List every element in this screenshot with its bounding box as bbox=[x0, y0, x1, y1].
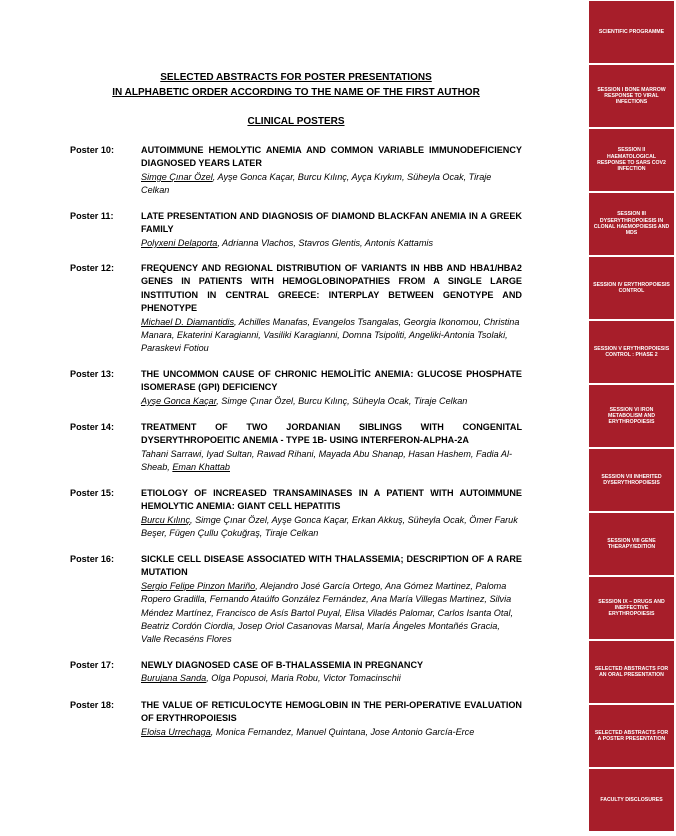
poster-authors bbox=[141, 395, 522, 408]
poster-authors bbox=[141, 448, 522, 475]
presenting-author: Eman Khattab bbox=[172, 462, 230, 473]
poster-body bbox=[141, 210, 522, 250]
poster-body bbox=[141, 421, 522, 475]
poster-authors bbox=[141, 237, 522, 250]
co-authors: , Adrianna Vlachos, Stavros Glentis, Antonis Kattamis bbox=[217, 237, 434, 248]
poster-number: Poster 15: bbox=[70, 488, 114, 498]
nav-faculty-disclosures[interactable]: FACULTY DISCLOSURES bbox=[589, 769, 674, 831]
nav-session-3[interactable]: SESSION III DYSERYTHROPOIESIS IN CLONAL HAEMOPOIESIS AND MDS bbox=[589, 193, 674, 255]
co-authors: , Simge Çınar Özel, Ayşe Gonca Kaçar, Erkan Akkuş, Süheyla Ocak, Ömer Faruk Beşer, Fügen Çullu Çokuğraş, Tiraje Celkan bbox=[141, 514, 518, 539]
poster-authors bbox=[141, 726, 522, 739]
poster-number: Poster 16: bbox=[70, 554, 114, 564]
presenting-author: Michael D. Diamantidis bbox=[141, 316, 234, 327]
poster-authors bbox=[141, 580, 522, 647]
poster-body bbox=[141, 553, 522, 647]
nav-poster-abstracts[interactable]: SELECTED ABSTRACTS FOR A POSTER PRESENTATION bbox=[589, 705, 674, 767]
nav-session-6[interactable]: SESSION VI IRON METABOLISM AND ERYTHROPOIESIS bbox=[589, 385, 674, 447]
document-heading-line2: IN ALPHABETIC ORDER ACCORDING TO THE NAME OF THE FIRST AUTHOR bbox=[112, 87, 480, 98]
presenting-author: Polyxeni Delaporta bbox=[141, 237, 218, 248]
co-authors: , Ayşe Gonca Kaçar, Burcu Kılınç, Ayça Kıykım, Süheyla Ocak, Tiraje Celkan bbox=[141, 171, 492, 196]
nav-session-4[interactable]: SESSION IV ERYTHROPOIESIS CONTROL bbox=[589, 257, 674, 319]
nav-session-5[interactable]: SESSION V ERYTHROPOIESIS CONTROL : PHASE 2 bbox=[589, 321, 674, 383]
poster-body bbox=[141, 487, 522, 541]
co-authors: , Alejandro José García Ortego, Ana Gómez Martinez, Paloma Ropero Gradilla, Fernando Ataúlfo González Fernández, Ana María Villegas Martinez, Silvia Méndez Martínez, Francisco de Asís Bartol Puyal, Elisa Viladés Palomar, Carlos Isanta Otal, Beatriz Cordón Ciordia, Josep Oriol Casanovas Marsal, María Ángeles Montañés Gracia, Valle Recaséns Flores bbox=[141, 580, 513, 645]
presenting-author: Burujana Sanda bbox=[141, 673, 207, 684]
poster-authors bbox=[141, 672, 522, 685]
co-authors: , Achilles Manafas, Evangelos Tsangalas, Georgia Ikonomou, Christina Manara, Ekaterini Karagianni, Vasiliki Karagianni, Domna Tsipoliti, Angeliki-Antonia Tsolaki, Paraskevi Fotiou bbox=[141, 316, 520, 354]
nav-scientific-programme[interactable]: SCIENTIFIC PROGRAMME bbox=[589, 1, 674, 63]
co-authors: , Monica Fernandez, Manuel Quintana, Jose Antonio García-Erce bbox=[210, 726, 475, 737]
nav-session-9[interactable]: SESSION IX – DRUGS AND INEFFECTIVE ERYTHROPOIESIS bbox=[589, 577, 674, 639]
section-navigation-sidebar bbox=[588, 0, 676, 836]
presenting-author: Sergio Felipe Pinzon Mariño bbox=[141, 580, 256, 591]
poster-body bbox=[141, 699, 522, 739]
document-heading-line1: SELECTED ABSTRACTS FOR POSTER PRESENTATIONS bbox=[160, 72, 432, 83]
co-authors: , Simge Çınar Özel, Burcu Kılınç, Süheyla Ocak, Tiraje Celkan bbox=[216, 395, 468, 406]
poster-number: Poster 14: bbox=[70, 422, 114, 432]
poster-title: TREATMENT OF TWO JORDANIAN SIBLINGS WITH CONGENITAL DYSERYTHROPOEITIC ANEMIA - TYPE 1B- USING INTERFERON-ALPHA-2A bbox=[141, 422, 522, 446]
poster-number: Poster 13: bbox=[70, 369, 114, 379]
presenting-author: Simge Çınar Özel bbox=[141, 171, 213, 182]
nav-oral-abstracts[interactable]: SELECTED ABSTRACTS FOR AN ORAL PRESENTATION bbox=[589, 641, 674, 703]
section-title: CLINICAL POSTERS bbox=[247, 116, 345, 127]
poster-body bbox=[141, 262, 522, 356]
co-authors: , Olga Popusoi, Maria Robu, Victor Tomacinschii bbox=[206, 673, 401, 684]
poster-authors bbox=[141, 514, 522, 541]
presenting-author: Ayşe Gonca Kaçar bbox=[141, 395, 217, 406]
poster-number: Poster 12: bbox=[70, 263, 114, 273]
nav-session-1[interactable]: SESSION I BONE MARROW RESPONSE TO VIRAL INFECTIONS bbox=[589, 65, 674, 127]
poster-title: AUTOIMMUNE HEMOLYTIC ANEMIA AND COMMON VARIABLE IMMUNODEFICIENCY DIAGNOSED YEARS LATER bbox=[141, 145, 522, 169]
nav-session-8[interactable]: SESSION VIII GENE THERAPY/EDITION bbox=[589, 513, 674, 575]
presenting-author: Eloisa Urrechaga bbox=[141, 726, 211, 737]
nav-session-2[interactable]: SESSION II HAEMATOLOGICAL RESPONSE TO SARS COV2 INFECTION bbox=[589, 129, 674, 191]
poster-number: Poster 18: bbox=[70, 700, 114, 710]
poster-body bbox=[141, 368, 522, 408]
nav-session-7[interactable]: SESSION VII INHERITED DYSERYTHROPOIESIS bbox=[589, 449, 674, 511]
poster-title: FREQUENCY AND REGIONAL DISTRIBUTION OF VARIANTS IN HBB AND HBA1/HBA2 GENES IN PATIENTS WITH HEMOGLOBINOPATHIES FROM A SINGLE LARGE INSTITUTION IN CENTRAL GREECE: INTERPLAY BETWEEN GENOTYPE AND PHENOTYPE bbox=[141, 263, 522, 314]
poster-authors bbox=[141, 171, 522, 198]
poster-title: LATE PRESENTATION AND DIAGNOSIS OF DIAMOND BLACKFAN ANEMIA IN A GREEK FAMILY bbox=[141, 211, 522, 235]
poster-number: Poster 10: bbox=[70, 145, 114, 155]
poster-title: NEWLY DIAGNOSED CASE OF B-THALASSEMIA IN PREGNANCY bbox=[141, 660, 424, 670]
poster-number: Poster 11: bbox=[70, 211, 114, 221]
poster-title: THE VALUE OF RETICULOCYTE HEMOGLOBIN IN THE PERI-OPERATIVE EVALUATION OF ERYTHROPOIESIS bbox=[141, 700, 522, 724]
poster-authors bbox=[141, 316, 522, 356]
poster-title: SICKLE CELL DISEASE ASSOCIATED WITH THALASSEMIA; DESCRIPTION OF A RARE MUTATION bbox=[141, 554, 522, 578]
poster-body bbox=[141, 659, 522, 686]
poster-body bbox=[141, 144, 522, 198]
co-authors: Tahani Sarrawi, Iyad Sultan, Rawad Rihani, Mayada Abu Shanap, Hasan Hashem, Fadia Al-Sheab, bbox=[141, 448, 513, 473]
presenting-author: Burcu Kılınç bbox=[141, 514, 191, 525]
poster-title: THE UNCOMMON CAUSE OF CHRONIC HEMOLİTİC ANEMIA: GLUCOSE PHOSPHATE ISOMERASE (GPI) DEFICIENCY bbox=[141, 369, 522, 393]
poster-number: Poster 17: bbox=[70, 660, 114, 670]
poster-title: ETIOLOGY OF INCREASED TRANSAMINASES IN A PATIENT WITH AUTOIMMUNE HEMOLYTIC ANEMIA: GIANT CELL HEPATITIS bbox=[141, 488, 522, 512]
